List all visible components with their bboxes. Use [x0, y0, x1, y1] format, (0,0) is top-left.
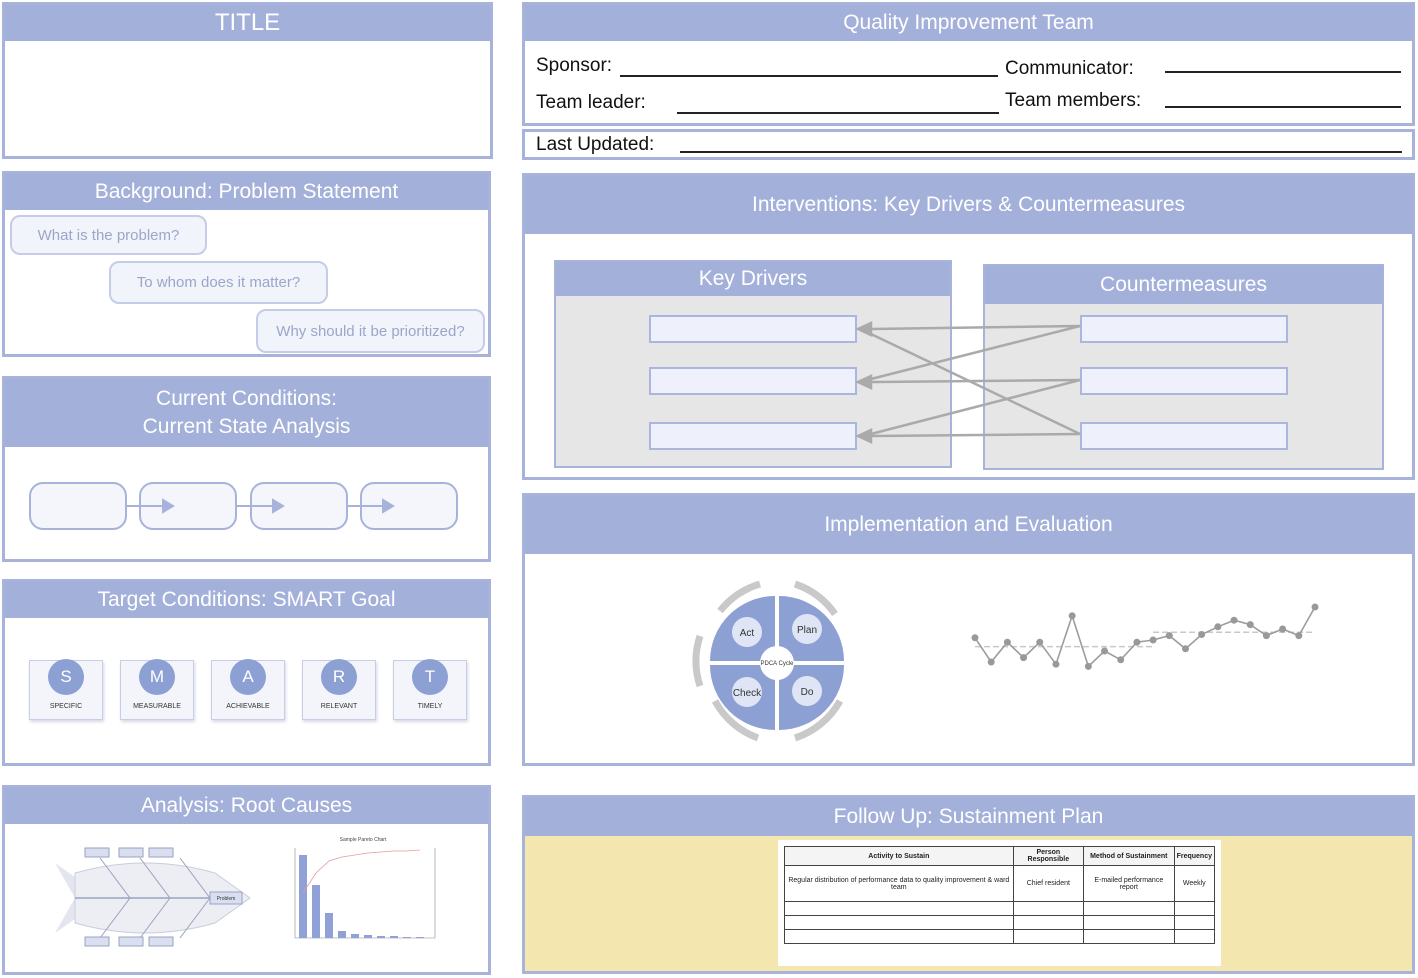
run-chart-point: [1150, 637, 1157, 644]
col-person: Person Responsible: [1013, 847, 1083, 866]
smart-label-achievable: ACHIEVABLE: [226, 703, 270, 710]
run-chart-point: [1052, 661, 1059, 668]
pareto-title: Sample Pareto Chart: [339, 837, 387, 843]
interventions-header: Interventions: Key Drivers & Countermeasures: [525, 176, 1412, 234]
title-panel: [2, 2, 493, 159]
run-chart-point: [1133, 639, 1140, 646]
fishbone-diagram: [45, 843, 255, 953]
pareto-chart: [275, 833, 450, 958]
team-panel: [522, 2, 1415, 126]
table-row: [785, 866, 1215, 902]
communicator-label: Communicator:: [1005, 58, 1134, 79]
smart-letter-m: M: [139, 659, 175, 695]
implementation-panel: [522, 493, 1415, 766]
run-chart-point: [1117, 656, 1124, 663]
driver-connector-arrows: [525, 176, 1412, 477]
pdca-plan: Plan: [796, 625, 818, 636]
run-chart-point: [972, 634, 979, 641]
sponsor-line[interactable]: [620, 75, 998, 77]
flow-arrows: [5, 379, 494, 565]
sustainment-background: [525, 836, 1412, 971]
run-chart-point: [1198, 631, 1205, 638]
smart-timely: [393, 660, 467, 720]
title-header: TITLE: [5, 5, 490, 41]
pdca-center: PDCA Cycle: [760, 661, 794, 667]
run-chart-point: [1004, 639, 1011, 646]
pdca-check: Check: [732, 688, 762, 699]
last-updated-line[interactable]: [680, 151, 1402, 153]
pdca-cycle: [690, 576, 865, 746]
key-drivers-header: Key Drivers: [556, 262, 950, 296]
smart-measurable: [120, 660, 194, 720]
smart-achievable: [211, 660, 285, 720]
run-chart-point: [1101, 648, 1108, 655]
run-chart-point: [1214, 623, 1221, 630]
smart-label-specific: SPECIFIC: [49, 703, 83, 710]
run-chart-point: [1295, 632, 1302, 639]
smart-letter-t: T: [412, 659, 448, 695]
run-chart-point: [1279, 626, 1286, 633]
question-problem: What is the problem?: [10, 215, 207, 255]
interventions-panel: [522, 173, 1415, 480]
run-chart-point: [1312, 604, 1319, 611]
run-chart: [965, 586, 1335, 716]
communicator-line[interactable]: [1165, 71, 1401, 73]
team-members-label: Team members:: [1005, 90, 1142, 111]
sustainment-table-card: [778, 840, 1221, 966]
smart-letter-s: S: [48, 659, 84, 695]
cell-method: E-mailed performance report: [1084, 866, 1175, 902]
run-chart-point: [1231, 617, 1238, 624]
run-chart-point: [988, 659, 995, 666]
col-method: Method of Sustainment: [1084, 847, 1175, 866]
team-header: Quality Improvement Team: [525, 5, 1412, 41]
table-row: [785, 930, 1215, 944]
run-chart-point: [1166, 632, 1173, 639]
smart-label-measurable: MEASURABLE: [133, 703, 181, 710]
run-chart-point: [1263, 632, 1270, 639]
target-header: Target Conditions: SMART Goal: [5, 582, 488, 618]
run-chart-point: [1069, 612, 1076, 619]
run-chart-point: [1247, 621, 1254, 628]
analysis-header: Analysis: Root Causes: [5, 788, 488, 824]
implementation-header: Implementation and Evaluation: [525, 496, 1412, 554]
team-leader-label: Team leader:: [536, 92, 646, 113]
last-updated-label: Last Updated:: [536, 134, 655, 155]
last-updated-panel: [522, 129, 1415, 160]
cell-person: Chief resident: [1013, 866, 1083, 902]
team-members-line[interactable]: [1165, 106, 1401, 108]
smart-label-timely: TIMELY: [417, 703, 443, 710]
smart-letter-a: A: [230, 659, 266, 695]
analysis-panel: [2, 785, 491, 975]
table-row: [785, 916, 1215, 930]
current-header-line2: Current State Analysis: [142, 415, 351, 438]
cell-frequency: Weekly: [1174, 866, 1214, 902]
countermeasures-header: Countermeasures: [985, 266, 1382, 304]
background-header: Background: Problem Statement: [5, 174, 488, 210]
pdca-do: Do: [800, 687, 814, 698]
followup-header: Follow Up: Sustainment Plan: [525, 798, 1412, 836]
followup-panel: [522, 795, 1415, 974]
table-row: [785, 902, 1215, 916]
smart-specific: [29, 660, 103, 720]
current-header-line1: Current Conditions:: [156, 387, 337, 410]
run-chart-point: [1020, 654, 1027, 661]
smart-relevant: [302, 660, 376, 720]
pdca-act: Act: [739, 628, 755, 639]
background-panel: [2, 171, 491, 357]
question-priority: Why should it be prioritized?: [256, 309, 485, 353]
sponsor-label: Sponsor:: [536, 55, 613, 76]
run-chart-point: [1182, 645, 1189, 652]
smart-label-relevant: RELEVANT: [320, 703, 358, 710]
col-activity: Activity to Sustain: [785, 847, 1014, 866]
cell-activity: Regular distribution of performance data to quality improvement & ward team: [785, 866, 1014, 902]
run-chart-point: [1036, 639, 1043, 646]
target-panel: [2, 579, 491, 766]
sustainment-table: [784, 846, 1215, 944]
fish-head-label: Problem: [216, 896, 236, 902]
run-chart-point: [1085, 663, 1092, 670]
team-leader-line[interactable]: [677, 112, 999, 114]
smart-letter-r: R: [321, 659, 357, 695]
question-whom: To whom does it matter?: [109, 261, 328, 304]
col-frequency: Frequency: [1174, 847, 1214, 866]
current-panel: [2, 376, 491, 562]
